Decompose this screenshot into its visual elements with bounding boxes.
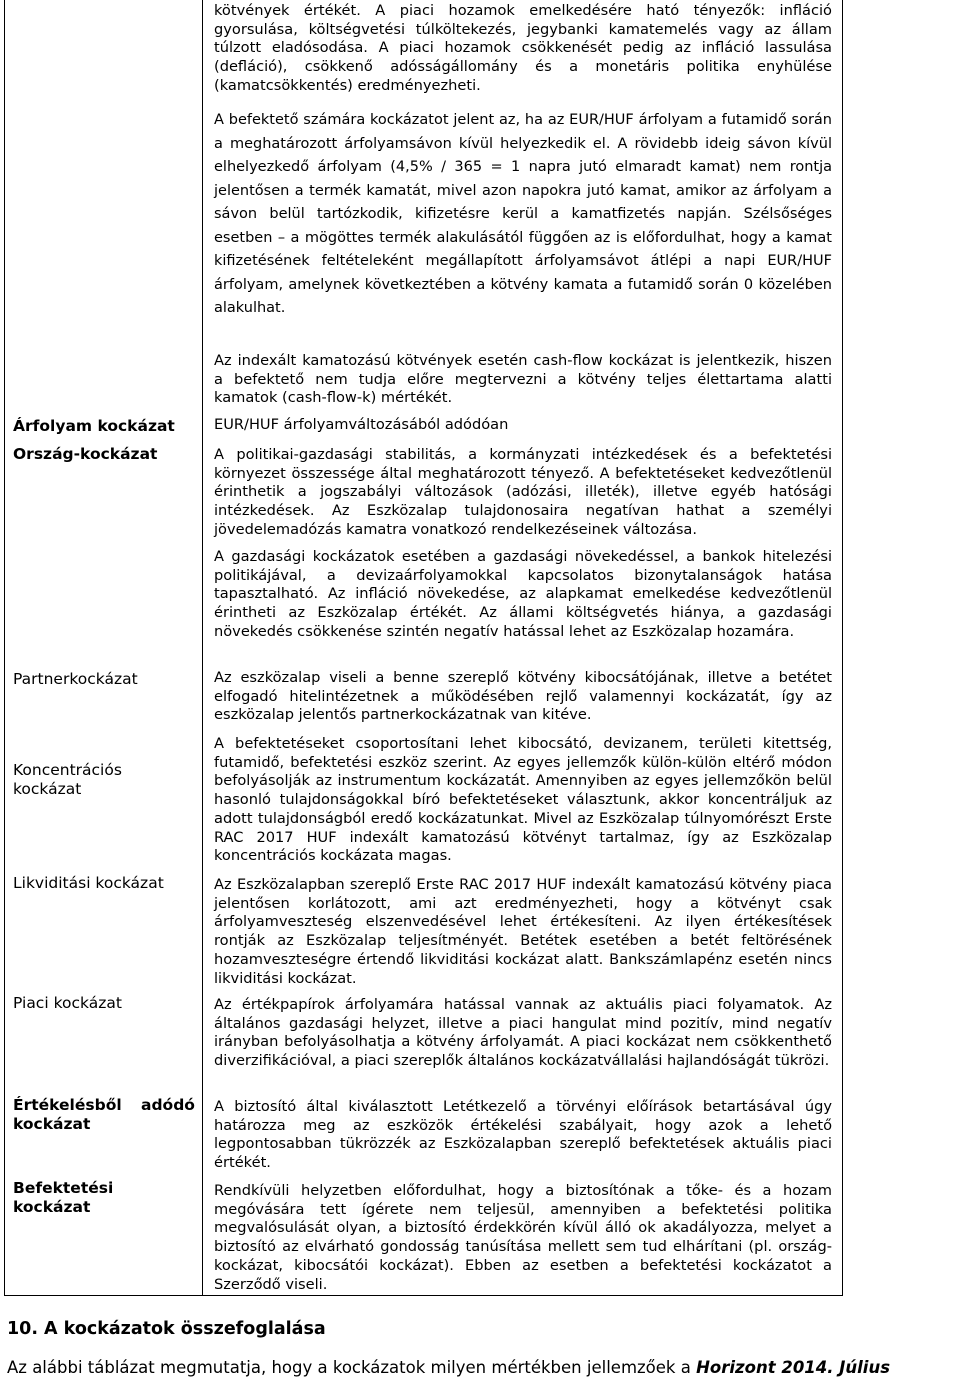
- label-valuation-risk-word-1: Értékelésből: [13, 1096, 122, 1114]
- label-country-risk: Ország-kockázat: [13, 445, 158, 463]
- paragraph-liquidity-risk: Az Eszközalapban szereplő Erste RAC 2017 HUF indexált kamatozású kötvény piaca jelentősen korlátozott, ami azt eredményezheti, hogy a kötvényt csak árfolyamveszteség elszenvedésével lehet értékesíteni. Az ilyen értékesítések rontják az Eszközalap teljesítményét. Betétek esetében a betét feltörésének hozamveszteségre értendő likviditási kockázat alatt. Bankszámlapénz esetén nincs likviditási kockázat.: [214, 876, 832, 987]
- label-fx-risk: Árfolyam kockázat: [13, 417, 175, 435]
- paragraph-investment-risk: Rendkívüli helyzetben előfordulhat, hogy a biztosítónak a tőke- és a hozam megóvására tett ígérete nem teljesül, amennyiben a befektetési politika megvalósulását olyan, a biztosító érdekkörén kívül álló ok akadályozza, melyet a biztosító az elvárható gondosság tanúsítása mellett sem tud elhárítani (pl. ország-kockázat, kibocsátói kockázat). Ebben az esetben a befektetési kockázatot a Szerződő viseli.: [214, 1182, 832, 1293]
- paragraph-market-yield: kötvények értékét. A piaci hozamok emelkedésére ható tényezők: infláció gyorsulása, költségvetési túlköltekezés, jegybanki kamatemelés vagy az állam túlzott eladósodása. A piaci hozamok csökkenését pedig az infláció lassulása (defláció), csökkenő adósságállomány és a monetáris politika enyhülése (kamatcsökkentés) eredményezheti.: [214, 2, 832, 94]
- paragraph-valuation-risk: A biztosító által kiválasztott Letétkezelő a törvényi előírások betartásával úgy határozza meg az eszközök értékelési szabályait, hogy azok a lehető legpontosabban tükrözzék az Eszközalapban szereplő befektetések aktuális piaci értékét.: [214, 1098, 832, 1172]
- paragraph-partner-risk: Az eszközalap viseli a benne szereplő kötvény kibocsátójának, illetve a betétet elfogadó hitelintézetnek a működésében rejlő valamennyi kockázatát, így az eszközalap jelentős partnerkockázatnak van kitéve.: [214, 669, 832, 724]
- label-partner-risk: Partnerkockázat: [13, 670, 138, 688]
- paragraph-concentration-risk: A befektetéseket csoportosítani lehet kibocsátó, devizanem, területi kitettség, futamidő, befektetési eszköz szerint. Az egyes jellemzők külön-külön eltérő módon befolyásolják az instrumentum kockázatát. Amennyiben az egyes jellemzőkön belül hasonló tulajdonságokkal bíró befektetéseket választunk, akkor koncentráljuk az adott tulajdonságból eredő kockázatunkat. Mivel az Eszközalap túlnyomórészt Erste RAC 2017 HUF indexált kamatozású kötvényt tartalmaz, így az Eszközalap koncentrációs kockázata magas.: [214, 735, 832, 865]
- label-market-risk: Piaci kockázat: [13, 994, 122, 1012]
- label-valuation-risk-word-2: adódó: [141, 1096, 195, 1114]
- intro-sentence: [7, 1358, 960, 1377]
- paragraph-fx-risk: EUR/HUF árfolyamváltozásából adódóan: [214, 416, 509, 433]
- paragraph-economic-risk: A gazdasági kockázatok esetében a gazdasági növekedéssel, a bankok hitelezési politikájával, a devizaárfolyamokkal kapcsolatos bizonytalanságok hatása tapasztalható. Az infláció növekedése, az alapkamat emelkedése kedvezőtlenül érintheti az Eszközalap értékét. Az állami költségvetés hiánya, a gazdasági növekedés csökkenése szintén negatív hatással lehet az Eszközalap hozamára.: [214, 548, 832, 640]
- paragraph-fx-band: A befektető számára kockázatot jelent az, ha az EUR/HUF árfolyam a futamidő során a meghatározott árfolyamsávon kívül helyezkedik el. A rövidebb ideig sávon kívül elhelyezkedő árfolyam (4,5% / 365 = 1 napra jutó elmaradt kamat) nem rontja jelentősen a termék kamatát, mivel azon napokra jutó kamat, amikor az árfolyam a sávon belül tartózkodik, kifizetésre kerül a kamatfizetés napján. Szélsőséges esetben – a mögöttes termék alakulásától függően az is előfordulhat, hogy a kamat kifizetésének feltételeként megállapított árfolyamsávot átlépi a napi EUR/HUF árfolyam, amelynek következtében a kötvény kamata a futamidő során 0 közelében alakulhat.: [214, 112, 832, 316]
- label-liquidity-risk: Likviditási kockázat: [13, 874, 164, 892]
- intro-sentence-text: Az alábbi táblázat megmutatja, hogy a kockázatok milyen mértékben jellemzőek a: [7, 1358, 697, 1377]
- label-investment-risk: Befektetési kockázat: [13, 1179, 114, 1216]
- section-title: A kockázatok összefoglalása: [44, 1319, 326, 1339]
- label-valuation-risk-word-3: kockázat: [13, 1115, 91, 1133]
- paragraph-market-risk: Az értékpapírok árfolyamára hatással vannak az aktuális piaci folyamatok. Az általános gazdasági helyzet, illetve a piaci hangulat mind pozitív, mind negatív irányban befolyásolhatja a kötvény árfolyamát. A piaci kockázat nem csökkenthető diverzifikációval, a piaci szereplők általános kockázatvállalási hajlandóságát tükrözi.: [214, 996, 832, 1070]
- label-valuation-risk: [13, 1096, 198, 1134]
- paragraph-cash-flow: Az indexált kamatozású kötvények esetén cash-flow kockázat is jelentkezik, hiszen a befektető nem tudja előre megtervezni a kötvény teljes élettartama alatti kamatok (cash-flow-k) mértékét.: [214, 352, 832, 407]
- label-concentration-risk: Koncentrációs kockázat: [13, 761, 122, 798]
- section-number: 10.: [7, 1319, 39, 1339]
- paragraph-country-risk: A politikai-gazdasági stabilitás, a kormányzati intézkedések és a befektetési környezet összessége által meghatározott tényező. A befektetéseket kedvezőtlenül érinthetik a jogszabályi változások (adózási, illeték), illetve egyéb hatósági intézkedések. Az Eszközalap tulajdonosaira negatívan hathat a személyi jövedelemadózás kamatra vonatkozó rendelkezéseinek változása.: [214, 446, 832, 538]
- table-column-divider: [202, 0, 203, 1296]
- intro-sentence-emphasis: Horizont 2014. Július: [696, 1358, 891, 1377]
- section-heading: [7, 1319, 332, 1339]
